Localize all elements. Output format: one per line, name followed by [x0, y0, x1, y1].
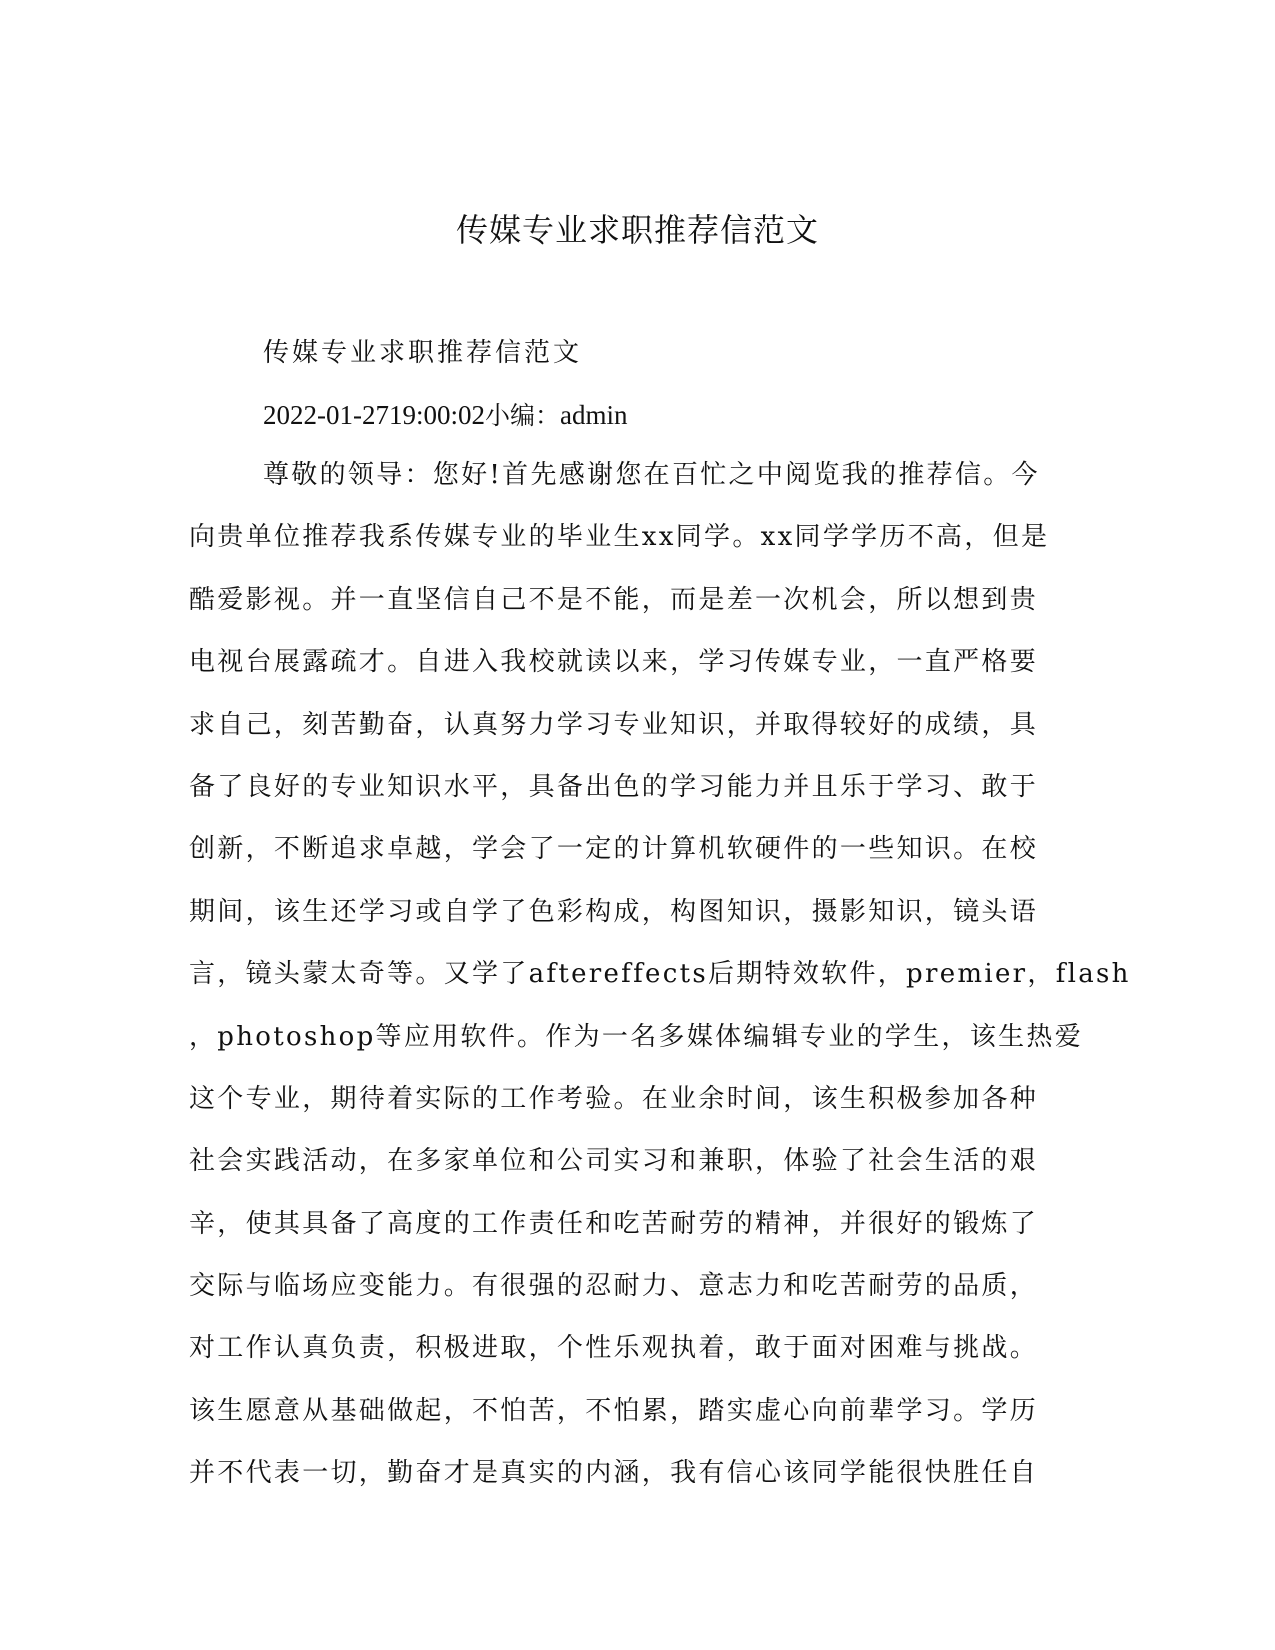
document-subtitle: 传媒专业求职推荐信范文 [263, 338, 583, 368]
body-line: 言，镜头蒙太奇等。又学了aftereffects后期特效软件，premier，flash [189, 959, 1131, 990]
body-line: 这个专业，期待着实际的工作考验。在业余时间，该生积极参加各种 [189, 1083, 1039, 1114]
body-line: 备了良好的专业知识水平，具备出色的学习能力并且乐于学习、敢于 [189, 771, 1039, 802]
body-line: ，photoshop等应用软件。作为一名多媒体编辑专业的学生，该生热爱 [189, 1021, 1084, 1052]
body-line: 对工作认真负责，积极进取，个性乐观执着，敢于面对困难与挑战。 [189, 1333, 1039, 1364]
body-line: 该生愿意从基础做起，不怕苦，不怕累，踏实虚心向前辈学习。学历 [189, 1395, 1039, 1426]
document-title: 传媒专业求职推荐信范文 [455, 211, 819, 249]
body-line: 期间，该生还学习或自学了色彩构成，构图知识，摄影知识，镜头语 [189, 896, 1039, 927]
body-line: 创新，不断追求卓越，学会了一定的计算机软硬件的一些知识。在校 [189, 834, 1039, 865]
body-line: 电视台展露疏才。自进入我校就读以来，学习传媒专业，一直严格要 [189, 647, 1039, 678]
body-line: 辛，使其具备了高度的工作责任和吃苦耐劳的精神，并很好的锻炼了 [189, 1208, 1039, 1239]
body-line: 社会实践活动，在多家单位和公司实习和兼职，体验了社会生活的艰 [189, 1146, 1039, 1177]
letter-body [189, 455, 1131, 1516]
body-line: 向贵单位推荐我系传媒专业的毕业生xx同学。xx同学学历不高，但是 [189, 522, 1050, 553]
publish-info [263, 395, 628, 436]
body-line: 尊敬的领导：您好!首先感谢您在百忙之中阅览我的推荐信。今 [263, 460, 1040, 490]
publish-date: 2022-01-2719:00:02 [263, 400, 485, 430]
body-line: 交际与临场应变能力。有很强的忍耐力、意志力和吃苦耐劳的品质， [189, 1271, 1039, 1302]
body-line: 酷爱影视。并一直坚信自己不是不能，而是差一次机会，所以想到贵 [189, 584, 1039, 615]
author-name: admin [560, 400, 628, 430]
body-line: 并不代表一切，勤奋才是真实的内涵，我有信心该同学能很快胜任自 [189, 1458, 1039, 1489]
author-label: 小编： [485, 401, 561, 430]
body-line: 求自己，刻苦勤奋，认真努力学习专业知识，并取得较好的成绩，具 [189, 709, 1039, 740]
